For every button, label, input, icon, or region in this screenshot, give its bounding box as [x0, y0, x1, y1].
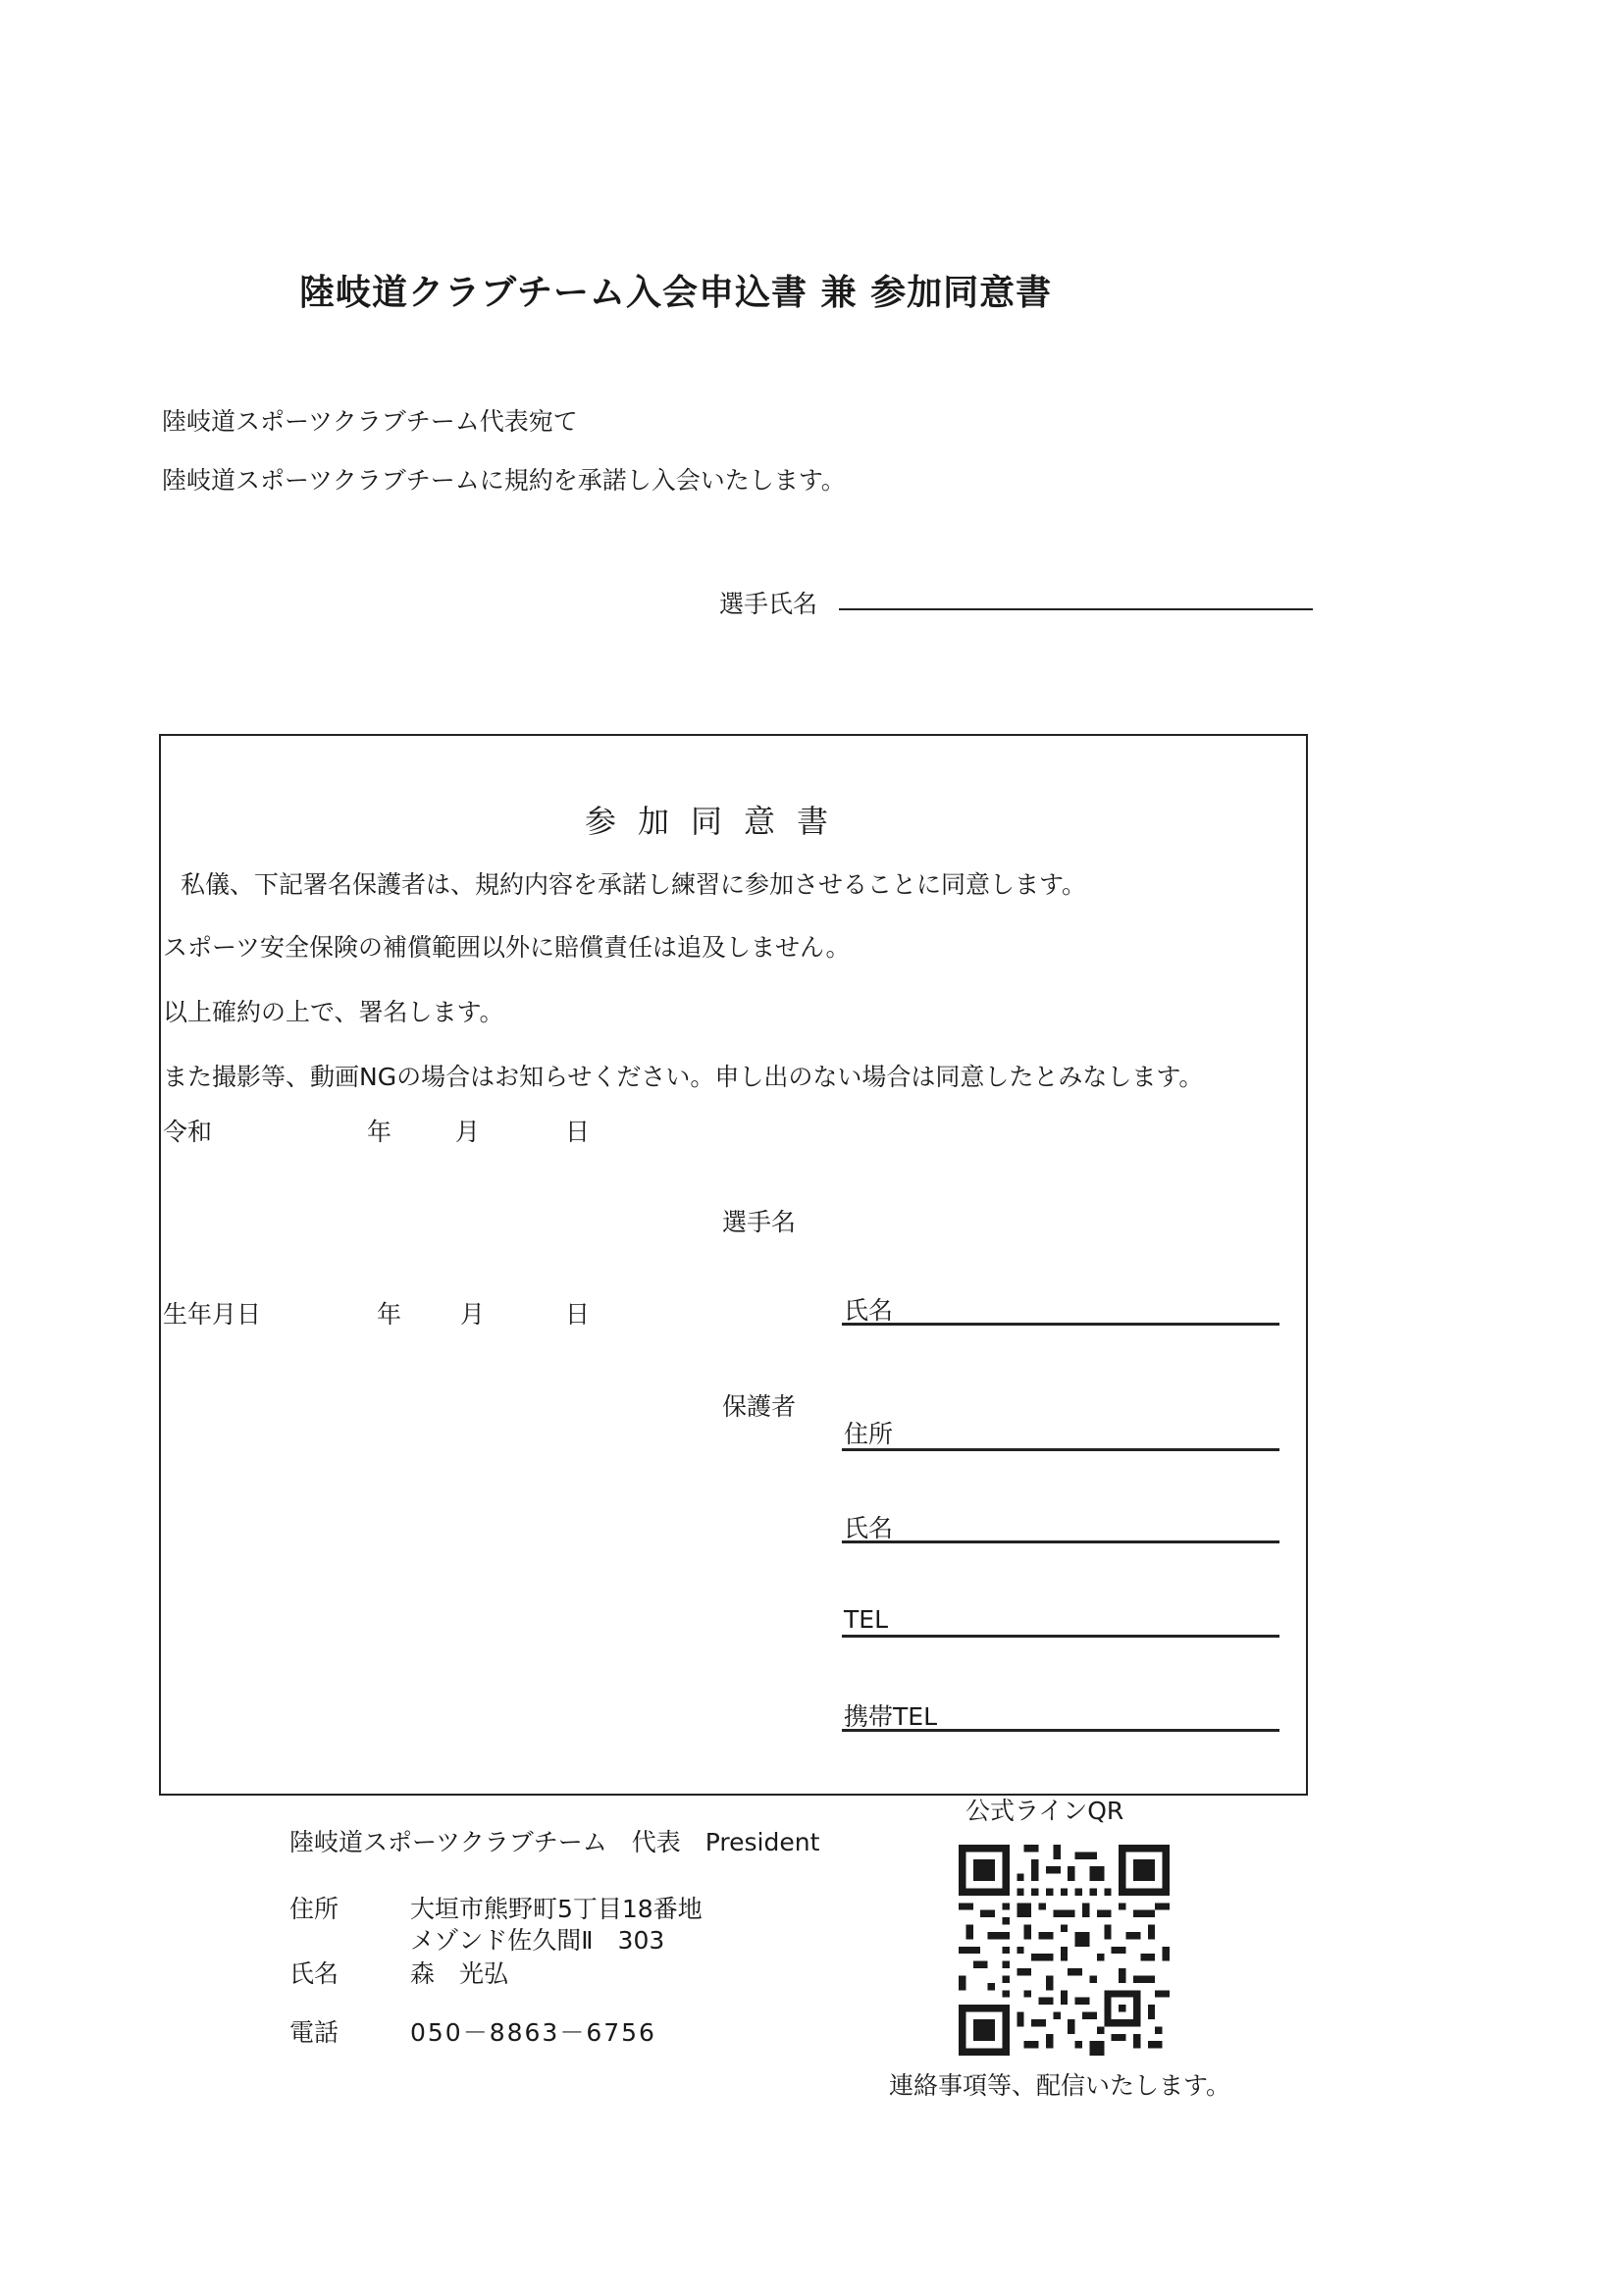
- qr-title: 公式ラインQR: [965, 1797, 1124, 1825]
- footer-address-line2: メゾンド佐久間Ⅱ 303: [410, 1926, 665, 1955]
- document-title: 陸岐道クラブチーム入会申込書 兼 参加同意書: [299, 273, 1053, 313]
- consent-paragraph-4: また撮影等、動画NGの場合はお知らせください。申し出のない場合は同意したとみなします。: [163, 1063, 1204, 1091]
- birth-label: 生年月日: [163, 1300, 262, 1329]
- guardian-name-field-label: 氏名: [844, 1514, 894, 1542]
- address-field-label: 住所: [844, 1420, 894, 1448]
- footer-name: 森 光弘: [410, 1959, 509, 1988]
- org-line: 陸岐道スポーツクラブチーム 代表 President: [289, 1828, 820, 1856]
- footer-phone: 050－8863－6756: [410, 2018, 656, 2047]
- player-name-label: 選手氏名: [719, 590, 818, 618]
- date-year-label: 年: [367, 1118, 392, 1146]
- address-input[interactable]: [842, 1448, 1279, 1451]
- birth-month-label: 月: [460, 1300, 486, 1329]
- footer-address-label: 住所: [289, 1895, 339, 1923]
- mobile-field-label: 携帯TEL: [844, 1702, 937, 1731]
- mobile-input[interactable]: [842, 1729, 1279, 1732]
- date-day-label: 日: [565, 1118, 591, 1146]
- footer-address-line1: 大垣市熊野町5丁目18番地: [410, 1895, 703, 1923]
- statement-line: 陸岐道スポーツクラブチームに規約を承諾し入会いたします。: [162, 466, 846, 495]
- tel-input[interactable]: [842, 1635, 1279, 1638]
- player-label: 選手名: [722, 1208, 797, 1236]
- consent-box: [159, 734, 1308, 1796]
- consent-paragraph-2: スポーツ安全保険の補償範囲以外に賠償責任は追及しません。: [163, 933, 851, 962]
- guardian-name-input[interactable]: [842, 1540, 1279, 1543]
- consent-paragraph-3: 以上確約の上で、署名します。: [163, 998, 504, 1026]
- consent-paragraph-1: 私儀、下記署名保護者は、規約内容を承諾し練習に参加させることに同意します。: [181, 870, 1087, 899]
- line-qr-code[interactable]: [959, 1845, 1170, 2056]
- footer-phone-label: 電話: [289, 2018, 339, 2047]
- addressee-line: 陸岐道スポーツクラブチーム代表宛て: [162, 407, 578, 436]
- player-field-label: 氏名: [844, 1296, 894, 1325]
- tel-field-label: TEL: [844, 1605, 888, 1634]
- player-name-field[interactable]: [839, 608, 1313, 610]
- date-month-label: 月: [455, 1118, 481, 1146]
- birth-day-label: 日: [565, 1300, 591, 1329]
- guardian-label: 保護者: [722, 1392, 797, 1421]
- qr-caption: 連絡事項等、配信いたします。: [889, 2071, 1231, 2100]
- player-name-input[interactable]: [842, 1323, 1279, 1326]
- consent-title: 参加同意書: [585, 803, 851, 840]
- date-era-label: 令和: [163, 1118, 213, 1146]
- birth-year-label: 年: [377, 1300, 402, 1329]
- footer-name-label: 氏名: [289, 1959, 339, 1988]
